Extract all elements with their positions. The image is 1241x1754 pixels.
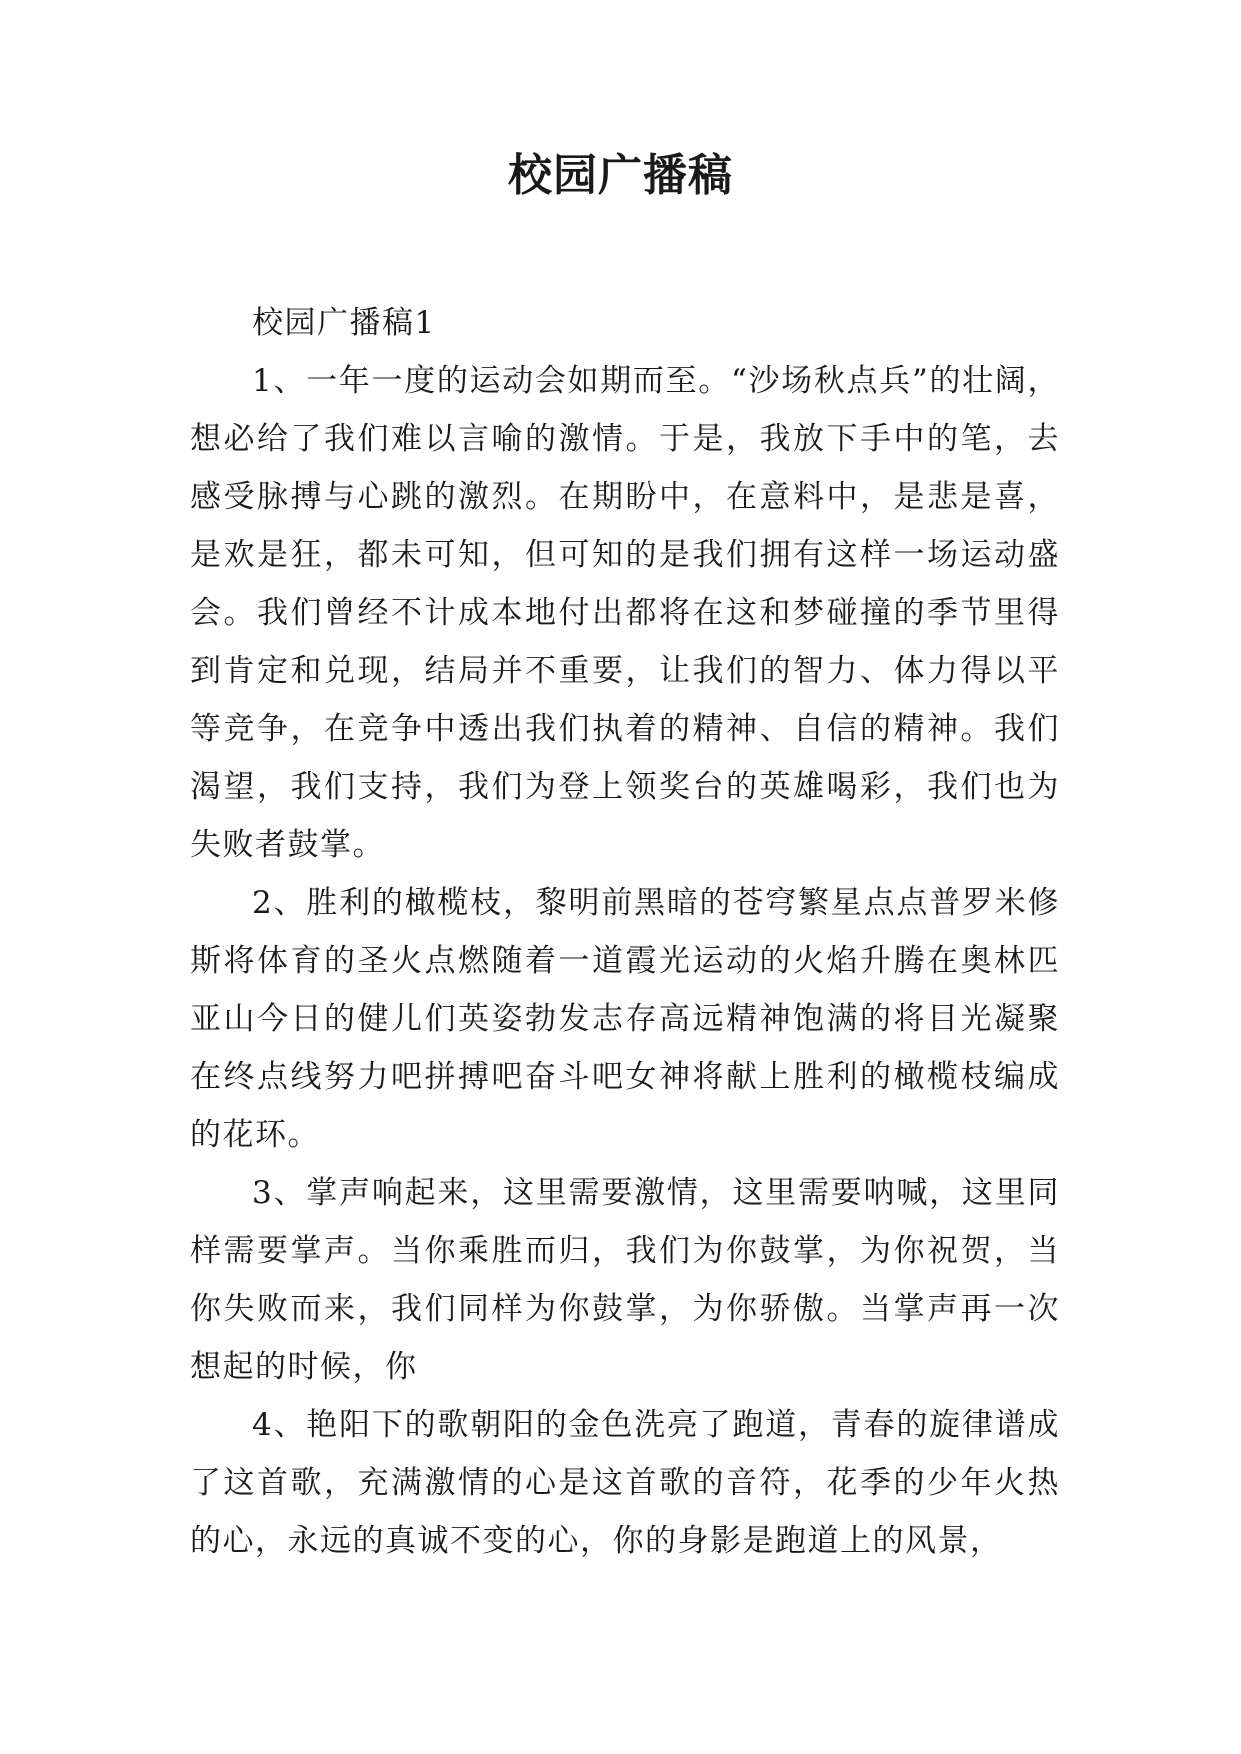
document-title: 校园广播稿 xyxy=(508,150,733,201)
paragraph-2: 2、胜利的橄榄枝，黎明前黑暗的苍穹繁星点点普罗米修斯将体育的圣火点燃随着一道霞光运动的火焰升腾在奥林匹亚山今日的健儿们英姿勃发志存高远精神饱满的将目光凝聚在终点线努力吧拼搏吧奋斗吧女神将献上胜利的橄榄枝编成的花环。 xyxy=(190,885,1060,1153)
paragraph-4: 4、艳阳下的歌朝阳的金色洗亮了跑道，青春的旋律谱成了这首歌，充满激情的心是这首歌的音符，花季的少年火热的心，永远的真诚不变的心，你的身影是跑道上的风景， xyxy=(190,1407,1060,1559)
paragraph-3: 3、掌声响起来，这里需要激情，这里需要呐喊，这里同样需要掌声。当你乘胜而归，我们为你鼓掌，为你祝贺，当你失败而来，我们同样为你鼓掌，为你骄傲。当掌声再一次想起的时候，你 xyxy=(190,1175,1060,1385)
paragraph-1: 1、一年一度的运动会如期而至。“沙场秋点兵”的壮阔，想必给了我们难以言喻的激情。于是，我放下手中的笔，去感受脉搏与心跳的激烈。在期盼中，在意料中，是悲是喜，是欢是狂，都未可知，但可知的是我们拥有这样一场运动盛会。我们曾经不计成本地付出都将在这和梦碰撞的季节里得到肯定和兑现，结局并不重要，让我们的智力、体力得以平等竞争，在竞争中透出我们执着的精神、自信的精神。我们渴望，我们支持，我们为登上领奖台的英雄喝彩，我们也为失败者鼓掌。 xyxy=(190,363,1060,863)
section-heading: 校园广播稿1 xyxy=(252,305,436,341)
document-body xyxy=(190,294,1060,1570)
